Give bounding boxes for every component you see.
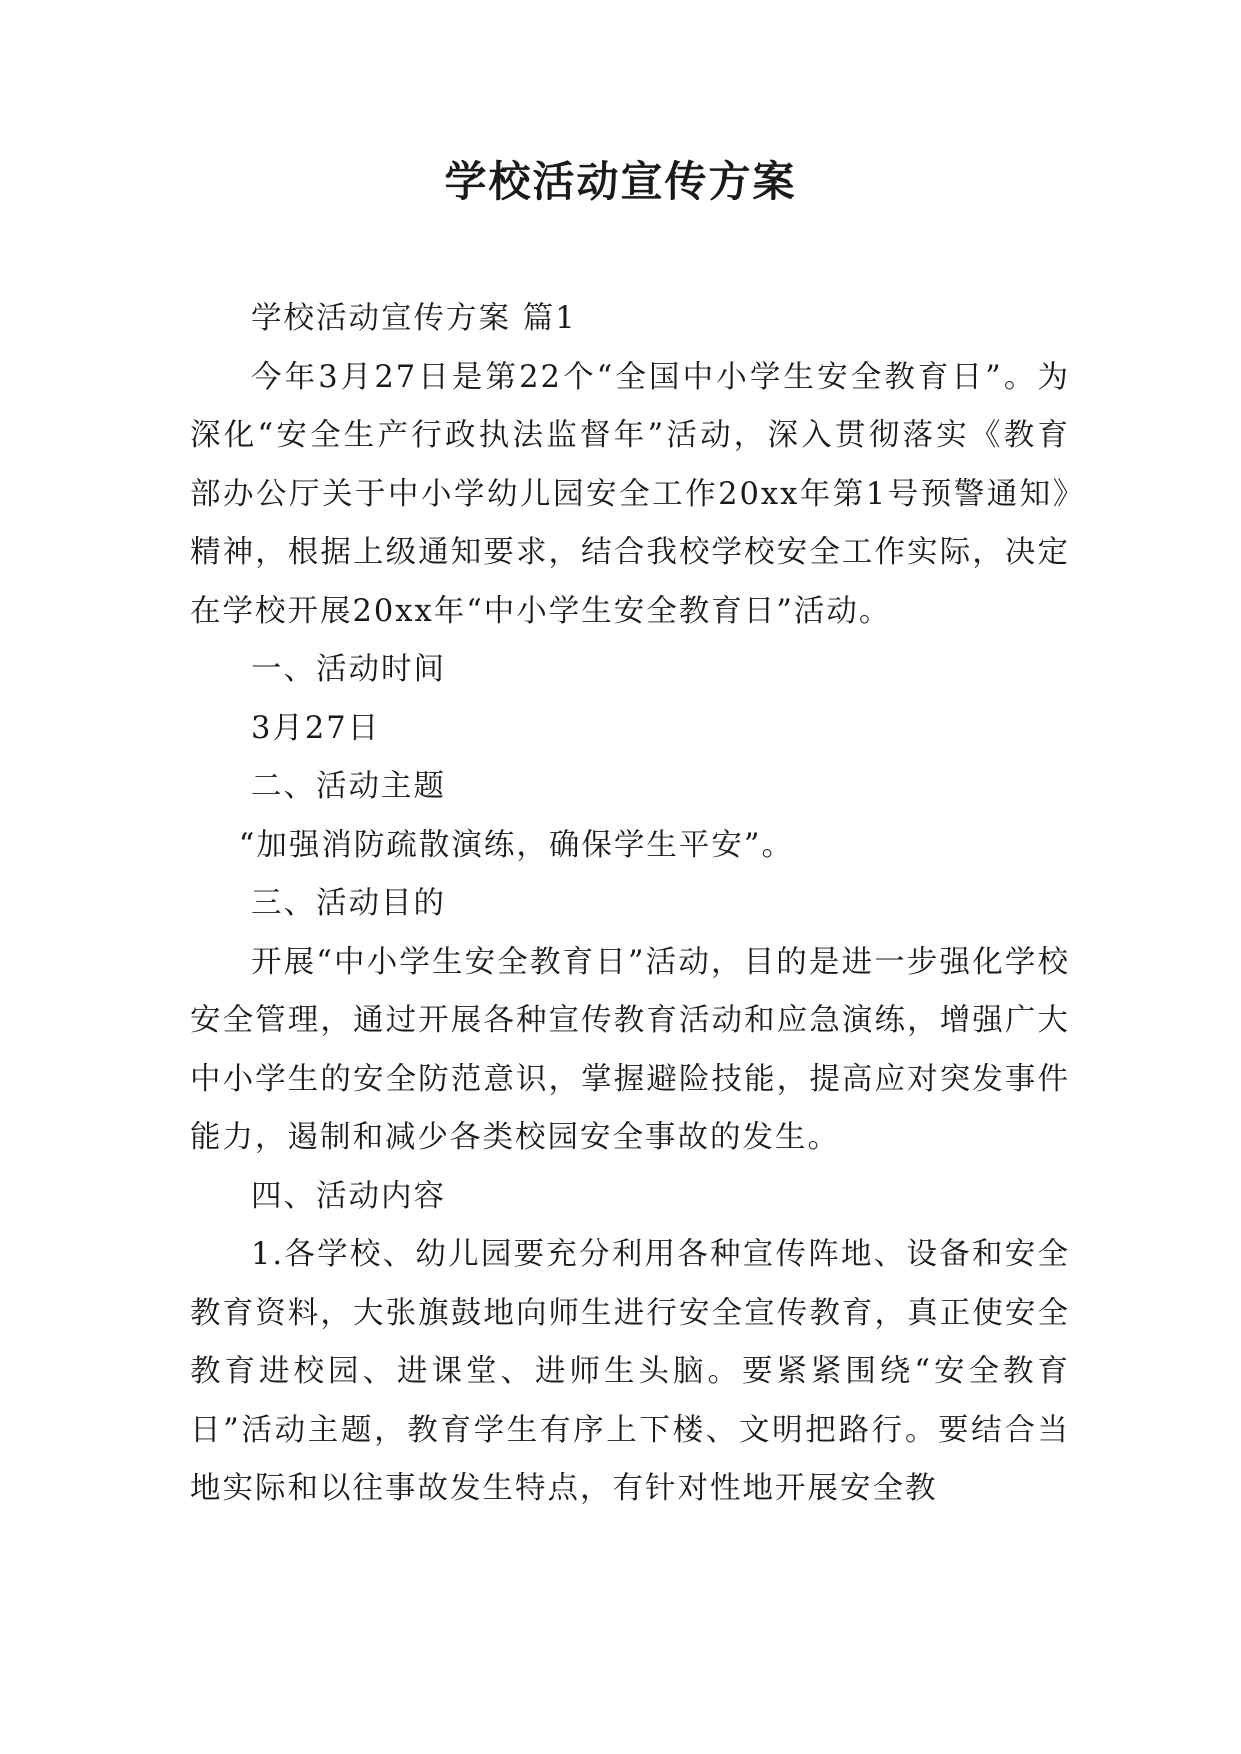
paragraph: 3月27日 [251,710,381,746]
paragraph: 今年3月27日是第22个“全国中小学生安全教育日”。为深化“安全生产行政执法监督年”活动，深入贯彻落实《教育部办公厅关于中小学幼儿园安全工作20xx年第1号预警通知》精神，根据上级通知要求，结合我校学校安全工作实际，决定在学校开展20xx年“中小学生安全教育日”活动。 [190,359,1070,629]
document-body [190,290,1070,1519]
paragraph: 1.各学校、幼儿园要充分利用各种宣传阵地、设备和安全教育资料，大张旗鼓地向师生进行安全宣传教育，真正使安全教育进校园、进课堂、进师生头脑。要紧紧围绕“安全教育日”活动主题，教育学生有序上下楼、文明把路行。要结合当地实际和以往事故发生特点，有针对性地开展安全教 [190,1237,1070,1506]
paragraph: 开展“中小学生安全教育日”活动，目的是进一步强化学校安全管理，通过开展各种宣传教育活动和应急演练，增强广大中小学生的安全防范意识，掌握避险技能，提高应对突发事件能力，遏制和减少各类校园安全事故的发生。 [190,944,1070,1155]
section-heading: 四、活动内容 [251,1178,446,1214]
document-title: 学校活动宣传方案 [444,157,797,206]
section-heading: 学校活动宣传方案 篇1 [251,301,577,336]
section-heading: 一、活动时间 [251,652,446,687]
paragraph: “加强消防疏散演练，确保学生平安”。 [238,827,794,863]
section-heading: 三、活动目的 [251,886,446,921]
section-heading: 二、活动主题 [251,769,446,804]
